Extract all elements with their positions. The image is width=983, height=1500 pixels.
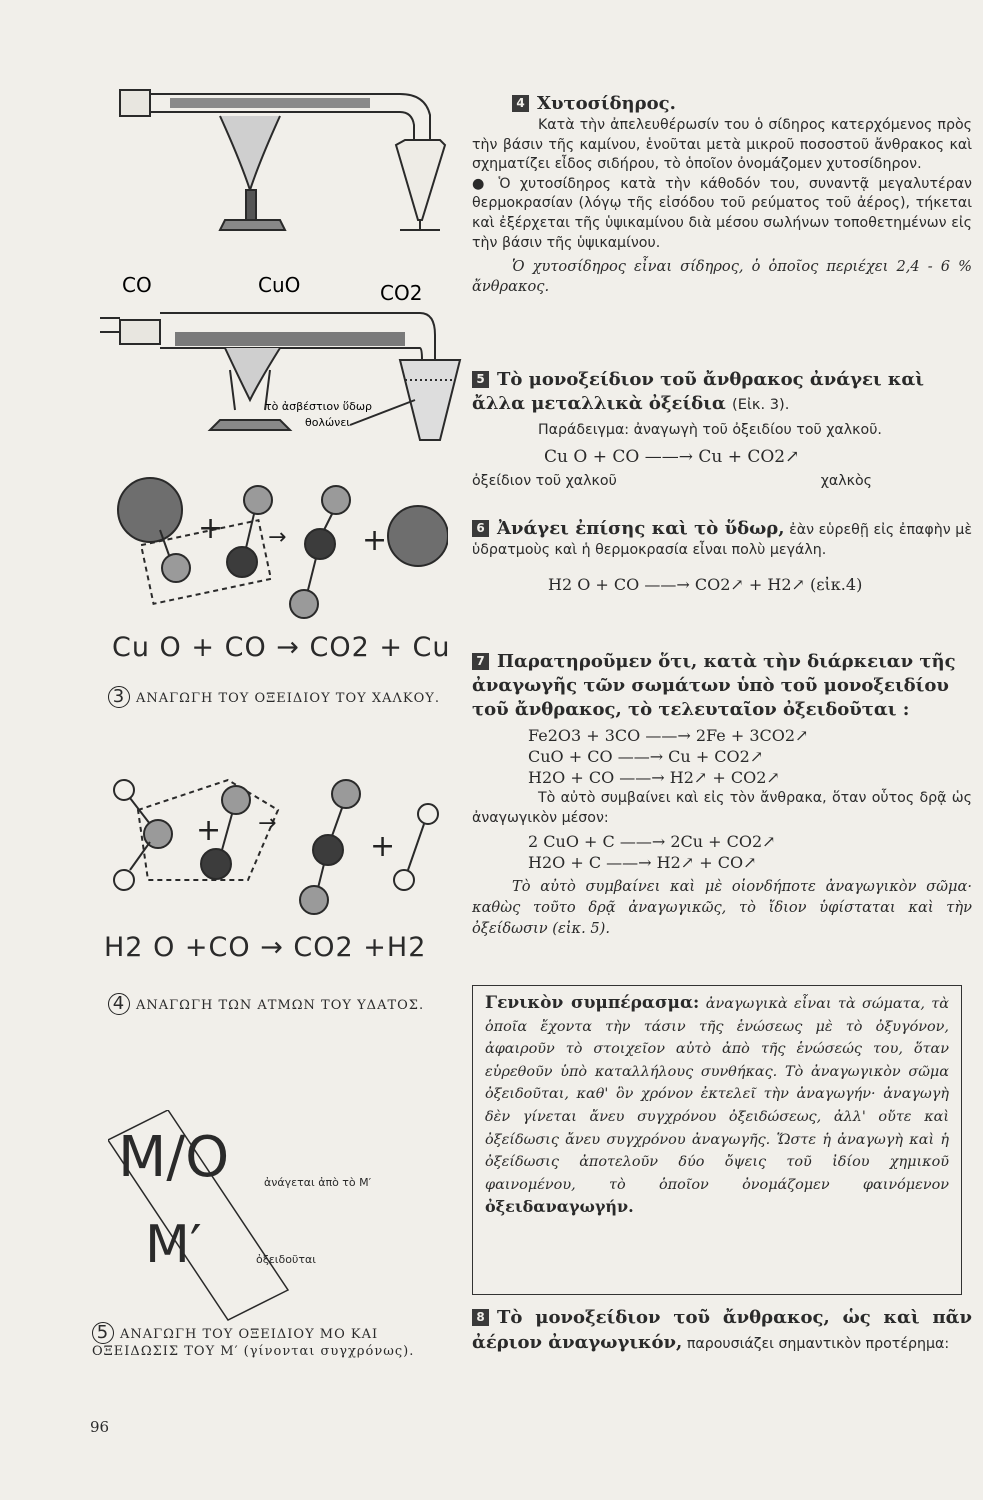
conclusion-title: Γενικὸν συμπέρασμα: (485, 993, 700, 1013)
figure-3-caption-text: ΑΝΑΓΩΓΗ ΤΟΥ ΟΞΕΙΔΙΟΥ ΤΟΥ ΧΑΛΚΟΥ. (136, 691, 440, 706)
eq-fe2o3: Fe2O3 + 3CO ——→ 2Fe + 3CO2↗ (528, 726, 809, 745)
section-8 (472, 1306, 972, 1356)
figure-4-molecules (108, 770, 448, 920)
conclusion-body: ἀναγωγικὰ εἶναι τὰ σώματα, τὰ ὁποῖα ἔχοντα τὴν τάσιν τῆς ἑνώσεως μὲ τὸ ὀξυγόνον, ἀφαιροῦν τὸ στοιχεῖον αὐτὸ ἀπὸ τῆς ἑνώσεώς του, ὅταν εὑρεθοῦν ὑπὸ καταλλήλους συνθήκας. Τὸ ἀναγωγικὸν σῶμα ὀξειδοῦται, καθ' ὃν χρόνον ἐκτελεῖ τὴν ἀναγωγήν· ἀναγωγὴ δὲν γίνεται ἄνευ συγχρόνου ὀξειδώσεως, ἀλλ' οὔτε καὶ ὀξείδωσις ἄνευ συγχρόνου ἀναγωγῆς. Ὥστε ἡ ἀναγωγὴ καὶ ἡ ὀξείδωσις ἀποτελοῦν δύο ὄψεις τοῦ ἰδίου χημικοῦ φαινομένου, τὸ ὁποῖον ὀνομάζομεν φαινόμενον (485, 996, 949, 1193)
section-6 (472, 517, 972, 596)
figure-5-caption (92, 1322, 442, 1359)
conclusion-end: ὀξειδαναγωγήν. (485, 1197, 634, 1217)
figure-4-number: 4 (108, 993, 130, 1015)
section-5-equation: Cu O + CO ——→ Cu + CO2↗ (544, 446, 800, 467)
section-4-paragraph-2: ● Ὁ χυτοσίδηρος κατὰ τὴν κάθοδόν του, συναντᾷ μεγαλυτέραν θερμοκρασίαν (λόγῳ τῆς εἰσόδου τοῦ ρεύματος τοῦ ἀέρος), τήκεται καὶ ἐξέρχεται τῆς ὑψικαμίνου διὰ μέσου σωλήνων τοποθετημένων εἰς τὴν βάσιν τῆς ὑψικαμίνου. (472, 175, 972, 251)
section-8-text (472, 1306, 972, 1356)
section-7-equations-2 (472, 832, 972, 874)
section-8-body: παρουσιάζει σημαντικὸν προτέρημα: (686, 1336, 950, 1352)
figure-5-oxidized-label: ὀξειδοῦται (256, 1253, 316, 1266)
section-5-example: Παράδειγμα: ἀναγωγὴ τοῦ ὀξειδίου τοῦ χαλκοῦ. (538, 422, 882, 438)
figure-3-caption (108, 686, 448, 708)
svg-text:→: → (268, 525, 287, 550)
section-4-number: 4 (512, 95, 529, 112)
section-5-number: 5 (472, 371, 489, 388)
figure-5-reduced-label: ἀνάγεται ἀπὸ τὸ Μ′ (264, 1176, 372, 1189)
figure-3-equation: Cu O + CO → CO2 + Cu (112, 632, 451, 663)
section-5-under-right: χαλκὸς (820, 472, 872, 489)
section-4-title: Χυτοσίδηρος. (537, 93, 676, 114)
label-limewater: τὸ ἀσβέστιον ὕδωρ (265, 400, 373, 413)
section-4 (472, 92, 972, 296)
section-7-number: 7 (472, 653, 489, 670)
svg-text:+: + (198, 511, 224, 546)
section-7-mid-text: Τὸ αὐτὸ συμβαίνει καὶ εἰς τὸν ἄνθρακα, ὅταν οὗτος δρᾷ ὡς ἀναγωγικὸν μέσον: (472, 790, 972, 826)
section-7 (472, 650, 972, 939)
label-cuo: CuO (258, 273, 301, 297)
apparatus-illustration (100, 70, 470, 450)
section-4-heading (472, 92, 972, 116)
figure-4-caption-text: ΑΝΑΓΩΓΗ ΤΩΝ ΑΤΜΩΝ ΤΟΥ ΥΔΑΤΟΣ. (136, 998, 425, 1013)
section-6-title: Ἀνάγει ἐπίσης καὶ τὸ ὕδωρ, (497, 518, 785, 539)
section-6-body: ἐὰν εὑρεθῇ εἰς ἐπαφὴν μὲ ὑδρατμοὺς καὶ ἡ θερμοκρασία εἶναι πολὺ μεγάλη. (472, 522, 972, 558)
eq-2cuo-c: 2 CuO + C ——→ 2Cu + CO2↗ (528, 832, 776, 852)
section-7-equations-1 (472, 726, 972, 789)
section-7-heading (472, 650, 972, 722)
section-5-under-labels (472, 472, 872, 492)
section-6-number: 6 (472, 520, 489, 537)
eq-cuo: CuO + CO ——→ Cu + CO2↗ (528, 747, 764, 766)
figure-4-caption (108, 993, 448, 1015)
section-7-title: Παρατηροῦμεν ὅτι, κατὰ τὴν διάρκειαν τῆς ἀναγωγῆς τῶν σωμάτων ὑπὸ τοῦ μονοξειδίου τοῦ ἄνθρακος, τὸ τελευταῖον ὀξειδοῦται : (472, 651, 956, 720)
section-8-title: Τὸ μονοξείδιον τοῦ ἄνθρακος, ὡς καὶ πᾶν ἀέριον ἀναγωγικόν, (472, 1307, 972, 1353)
label-cloudy: θολώνει (305, 416, 350, 429)
section-6-equation: H2 O + CO ——→ CO2↗ + H2↗ (εἰκ.4) (548, 574, 863, 594)
section-5 (472, 368, 972, 491)
general-conclusion-box (472, 985, 962, 1295)
svg-text:+: + (362, 523, 388, 558)
figure-4-equation: H2 O +CO → CO2 +H2 (104, 932, 427, 963)
label-co: CO (122, 273, 152, 297)
section-4-paragraph-1: Κατὰ τὴν ἀπελευθέρωσίν του ὁ σίδηρος κατερχόμενος πρὸς τὴν βάσιν τῆς καμίνου, ἑνοῦται μετὰ μικροῦ ποσοστοῦ ἄνθρακος καὶ σχηματίζει εἶδος σιδήρου, τὸ ὁποῖον ὀνομάζομεν χυτοσίδηρον. (472, 117, 972, 173)
svg-text:+: + (370, 829, 396, 864)
section-5-heading (472, 368, 972, 417)
eq-h2o-c: H2O + C ——→ H2↗ + CO↗ (528, 853, 757, 873)
section-4-paragraph-3: Ὁ χυτοσίδηρος εἶναι σίδηρος, ὁ ὁποῖος περιέχει 2,4 - 6 % ἄνθρακος. (472, 258, 972, 295)
section-5-title: Τὸ μονοξείδιον τοῦ ἄνθρακος ἀνάγει καὶ ἄλλα μεταλλικὰ ὀξείδια (472, 369, 924, 414)
page-number: 96 (90, 1418, 110, 1436)
figure-5-m-prime: M′ (145, 1215, 202, 1275)
figure-5-mo: M/O (118, 1125, 230, 1190)
conclusion-text (485, 992, 949, 1220)
section-5-ref: (Εἰκ. 3). (732, 396, 790, 413)
section-8-number: 8 (472, 1309, 489, 1326)
section-7-after-text: Τὸ αὐτὸ συμβαίνει καὶ μὲ οἱονδήποτε ἀναγωγικὸν σῶμα· καθὼς τοῦτο δρᾷ ἀναγωγικῶς, τὸ ἴδιον ὑφίσταται καὶ τὴν ὀξείδωσιν (εἰκ. 5). (472, 878, 972, 938)
label-co2: CO2 (380, 281, 423, 305)
svg-text:→: → (258, 811, 277, 836)
eq-h2o: H2O + CO ——→ H2↗ + CO2↗ (528, 768, 780, 787)
section-6-text (472, 517, 972, 561)
figure-3-number: 3 (108, 686, 130, 708)
svg-text:+: + (196, 813, 222, 848)
figure-5-caption-text: ΑΝΑΓΩΓΗ ΤΟΥ ΟΞΕΙΔΙΟΥ ΜΟ ΚΑΙ ΟΞΕΙΔΩΣΙΣ ΤΟΥ Μ′ (γίνονται συγχρόνως). (92, 1327, 415, 1359)
figure-5-number: 5 (92, 1322, 114, 1344)
section-5-under-left: ὀξείδιον τοῦ χαλκοῦ (472, 472, 617, 489)
